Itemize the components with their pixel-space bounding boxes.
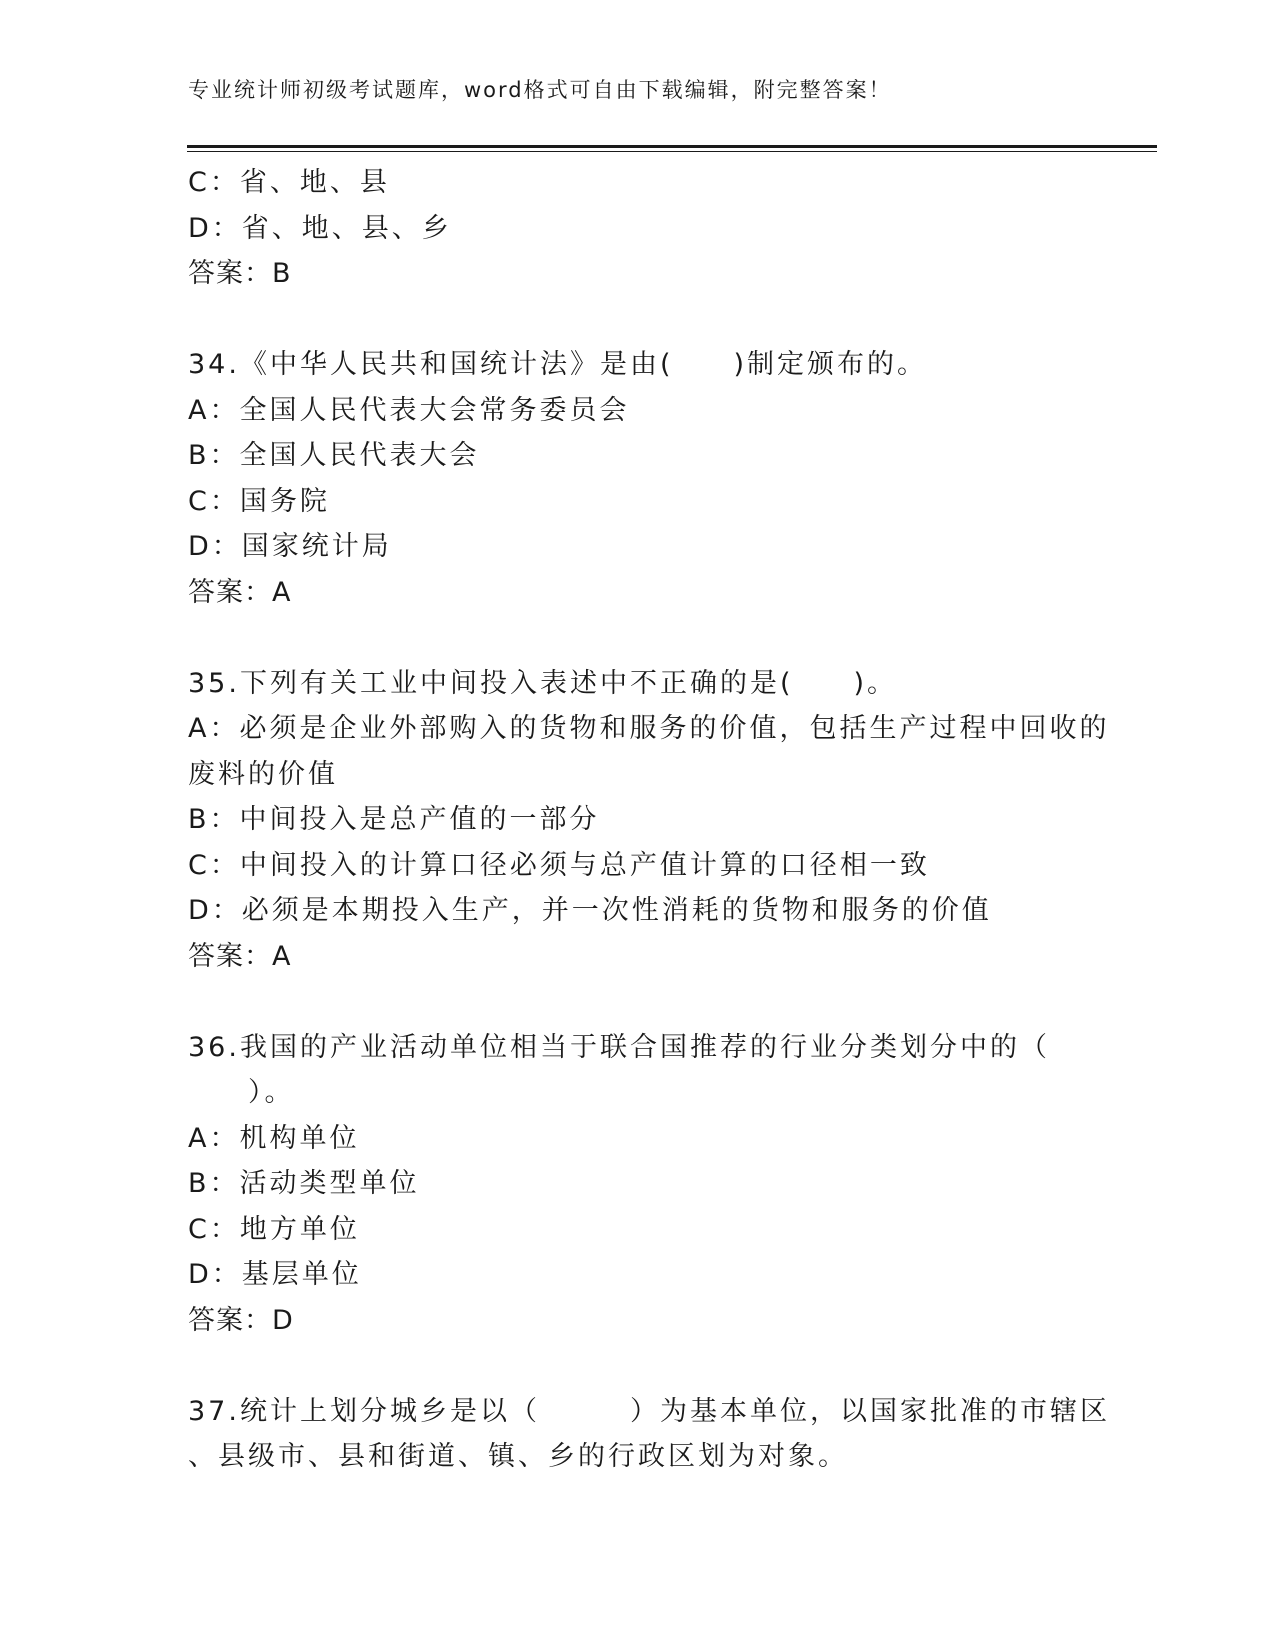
answer: 答案：B <box>188 258 292 289</box>
question-content <box>188 160 1110 1480</box>
answer: 答案：D <box>188 1304 294 1336</box>
option-c: C：中间投入的计算口径必须与总产值计算的口径相一致 <box>188 849 930 881</box>
option-c: C：地方单位 <box>188 1213 360 1245</box>
question-37: 37.统计上划分城乡是以（ ）为基本单位，以国家批准的市辖区 <box>188 1395 1110 1427</box>
spacer <box>188 615 1088 661</box>
option-b: B：活动类型单位 <box>188 1168 420 1199</box>
option-d: D：国家统计局 <box>188 531 392 562</box>
question-37-continued: 、县级市、县和街道、镇、乡的行政区划为对象。 <box>188 1441 848 1472</box>
page-header: 专业统计师初级考试题库，word格式可自由下载编辑，附完整答案！ <box>188 78 892 102</box>
header-rule-thin <box>187 151 1157 152</box>
option-a: A：全国人民代表大会常务委员会 <box>188 394 630 426</box>
question-35: 35.下列有关工业中间投入表述中不正确的是( )。 <box>188 667 898 699</box>
question-36: 36.我国的产业活动单位相当于联合国推荐的行业分类划分中的（ <box>188 1031 1050 1063</box>
option-b: B：全国人民代表大会 <box>188 440 480 471</box>
answer: 答案：A <box>188 940 292 972</box>
header-rule-thick <box>187 145 1157 148</box>
option-a: A：必须是企业外部购入的货物和服务的价值，包括生产过程中回收的 <box>188 713 1110 744</box>
spacer <box>188 1343 1088 1389</box>
option-a-continued: 废料的价值 <box>188 758 338 790</box>
option-a: A：机构单位 <box>188 1122 360 1154</box>
option-d: D：省、地、县、乡 <box>188 212 452 244</box>
answer: 答案：A <box>188 576 292 608</box>
option-d: D：基层单位 <box>188 1259 362 1290</box>
question-34: 34.《中华人民共和国统计法》是由( )制定颁布的。 <box>188 349 928 380</box>
option-d: D：必须是本期投入生产，并一次性消耗的货物和服务的价值 <box>188 895 992 926</box>
option-b: B：中间投入是总产值的一部分 <box>188 804 600 835</box>
spacer <box>188 297 1088 343</box>
question-36-continued: ）。 <box>188 1077 295 1108</box>
option-c: C：国务院 <box>188 485 330 517</box>
option-c: C：省、地、县 <box>188 167 390 198</box>
spacer <box>188 979 1088 1025</box>
